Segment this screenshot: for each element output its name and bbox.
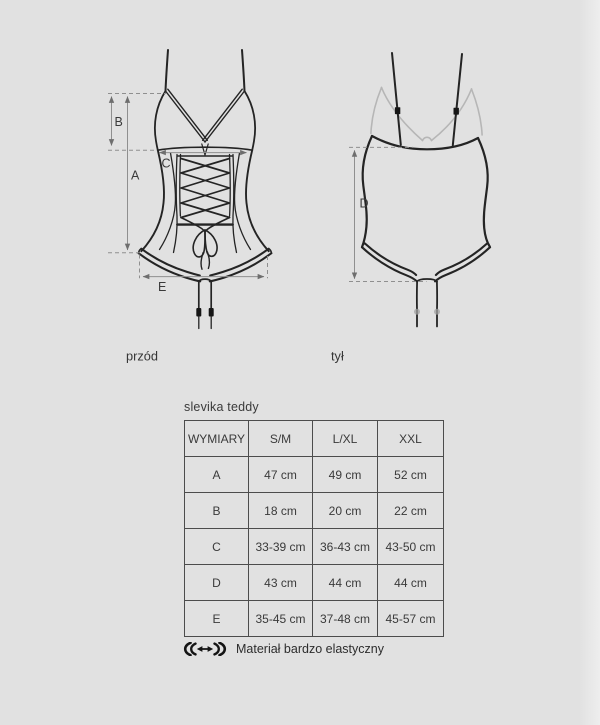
table-row-C: [185, 529, 444, 565]
back-crotch-straps: [414, 282, 440, 327]
table-cell: 44 cm: [313, 565, 378, 601]
back-view-drawing: [359, 53, 490, 327]
dim-label-C: C: [161, 156, 171, 171]
back-hem: [362, 243, 490, 281]
elastic-material-icon: [183, 642, 227, 656]
table-cell: 36-43 cm: [313, 529, 378, 565]
row-dim-label: B: [185, 493, 249, 529]
dim-label-B: B: [114, 115, 123, 129]
table-cell: 47 cm: [249, 457, 313, 493]
table-cell: 20 cm: [313, 493, 378, 529]
table-row-E: [185, 601, 444, 637]
table-cell: 37-48 cm: [313, 601, 378, 637]
table-cell: 35-45 cm: [249, 601, 313, 637]
table-row-B: [185, 493, 444, 529]
back-ghost-cups: [371, 88, 482, 141]
front-underbust-seam: [158, 147, 252, 150]
table-cell: 49 cm: [313, 457, 378, 493]
front-crotch-straps: [196, 282, 213, 329]
table-cell: 45-57 cm: [378, 601, 444, 637]
dim-label-A: A: [131, 168, 140, 183]
front-view-label: przód: [126, 348, 159, 364]
front-cup-edges: [166, 89, 245, 155]
material-note: [183, 642, 384, 656]
row-dim-label: C: [185, 529, 249, 565]
table-row-A: [185, 457, 444, 493]
table-cell: 52 cm: [378, 457, 444, 493]
header-cell-lxl: L/XL: [313, 421, 378, 457]
front-corset-lacing: [177, 156, 232, 225]
header-cell-sm: S/M: [249, 421, 313, 457]
row-dim-label: D: [185, 565, 249, 601]
table-cell: 33-39 cm: [249, 529, 313, 565]
dim-label-E: E: [158, 280, 167, 294]
table-cell: 18 cm: [249, 493, 313, 529]
table-cell: 43-50 cm: [378, 529, 444, 565]
product-name-title: slevika teddy: [184, 400, 259, 414]
back-outline: [359, 136, 490, 247]
back-view-label: tył: [331, 348, 344, 364]
row-dim-label: E: [185, 601, 249, 637]
material-note-text: Materiał bardzo elastyczny: [236, 642, 384, 656]
table-row-D: [185, 565, 444, 601]
table-cell: 22 cm: [378, 493, 444, 529]
size-table-header-row: [185, 421, 444, 457]
header-cell-wymiary: WYMIARY: [185, 421, 249, 457]
size-table: [184, 420, 444, 637]
front-straps: [166, 50, 245, 91]
row-dim-label: A: [185, 457, 249, 493]
back-straps: [392, 53, 462, 145]
table-cell: 44 cm: [378, 565, 444, 601]
table-cell: 43 cm: [249, 565, 313, 601]
dim-label-D: D: [359, 196, 369, 211]
header-cell-xxl: XXL: [378, 421, 444, 457]
